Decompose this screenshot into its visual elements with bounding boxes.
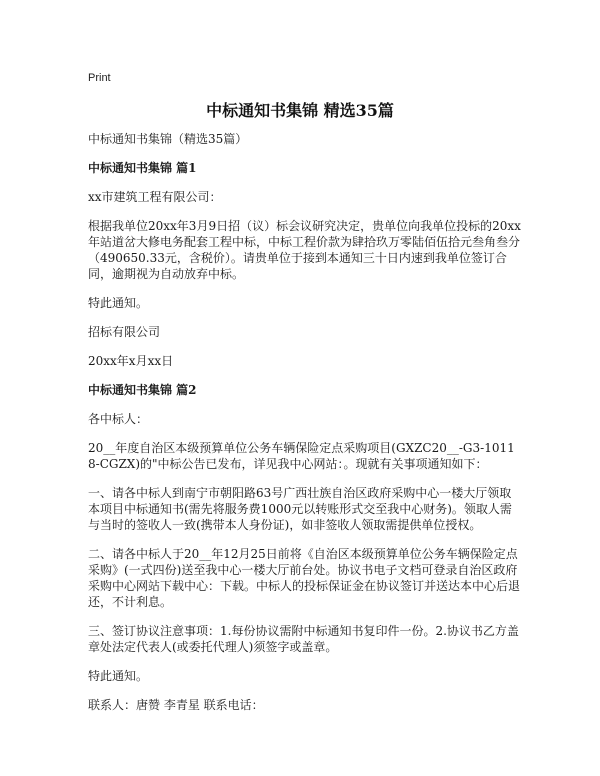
signature-date: 20xx年x月xx日	[88, 354, 174, 368]
body-paragraph: 根据我单位20xx年3月9日招（议）标会议研究决定，贵单位向我单位投标的20xx年站道岔大修电务配套工程中标，中标工程价款为肆拾玖万零陆佰伍拾元叁角叁分（490650.33元，含税价）。请贵单位于接到本通知三十日内速到我单位签订合同，逾期视为自动放弃中标。	[88, 219, 521, 281]
body-paragraph: 二、请各中标人于20__年12月25日前将《自治区本级预算单位公务车辆保险定点采购》(一式四份)送至我中心一楼大厅前台处。协议书电子文档可登录自治区政府采购中心网站下载中心：下载。中标人的投标保证金在协议签订并送达本中心后退还，不计利息。	[88, 547, 521, 609]
signature-company: 招标有限公司	[88, 325, 161, 339]
notice-line: 特此通知。	[88, 669, 149, 683]
body-paragraph: 20__年度自治区本级预算单位公务车辆保险定点采购项目(GXZC20__-G3-10118-CGZX)的"中标公告已发布，详见我中心网站：。现就有关事项通知如下：	[88, 441, 515, 471]
body-paragraph: 一、请各中标人到南宁市朝阳路63号广西壮族自治区政府采购中心一楼大厅领取本项目中标通知书(需先将服务费1000元以转账形式交至我中心财务)。领取人需与当时的签收人一致(携带本人身份证)，如非签收人领取需提供单位授权。	[88, 486, 512, 532]
recipient-line: xx市建筑工程有限公司：	[88, 190, 222, 204]
contact-line: 联系人：唐赞 李青星 联系电话：	[88, 698, 264, 712]
notice-line: 特此通知。	[88, 296, 149, 310]
print-label: Print	[88, 72, 111, 84]
section-heading-1: 中标通知书集锦 篇1	[88, 161, 197, 175]
document-body	[88, 131, 522, 726]
body-paragraph: 三、签订协议注意事项：1.每份协议需附中标通知书复印件一份。2.协议书乙方盖章处法定代表人(或委托代理人)须签字或盖章。	[88, 624, 519, 654]
section-heading-2: 中标通知书集锦 篇2	[88, 383, 197, 397]
recipient-line: 各中标人：	[88, 412, 149, 426]
subtitle-paragraph: 中标通知书集锦（精选35篇）	[88, 132, 248, 146]
document-title: 中标通知书集锦 精选35篇	[206, 101, 394, 120]
